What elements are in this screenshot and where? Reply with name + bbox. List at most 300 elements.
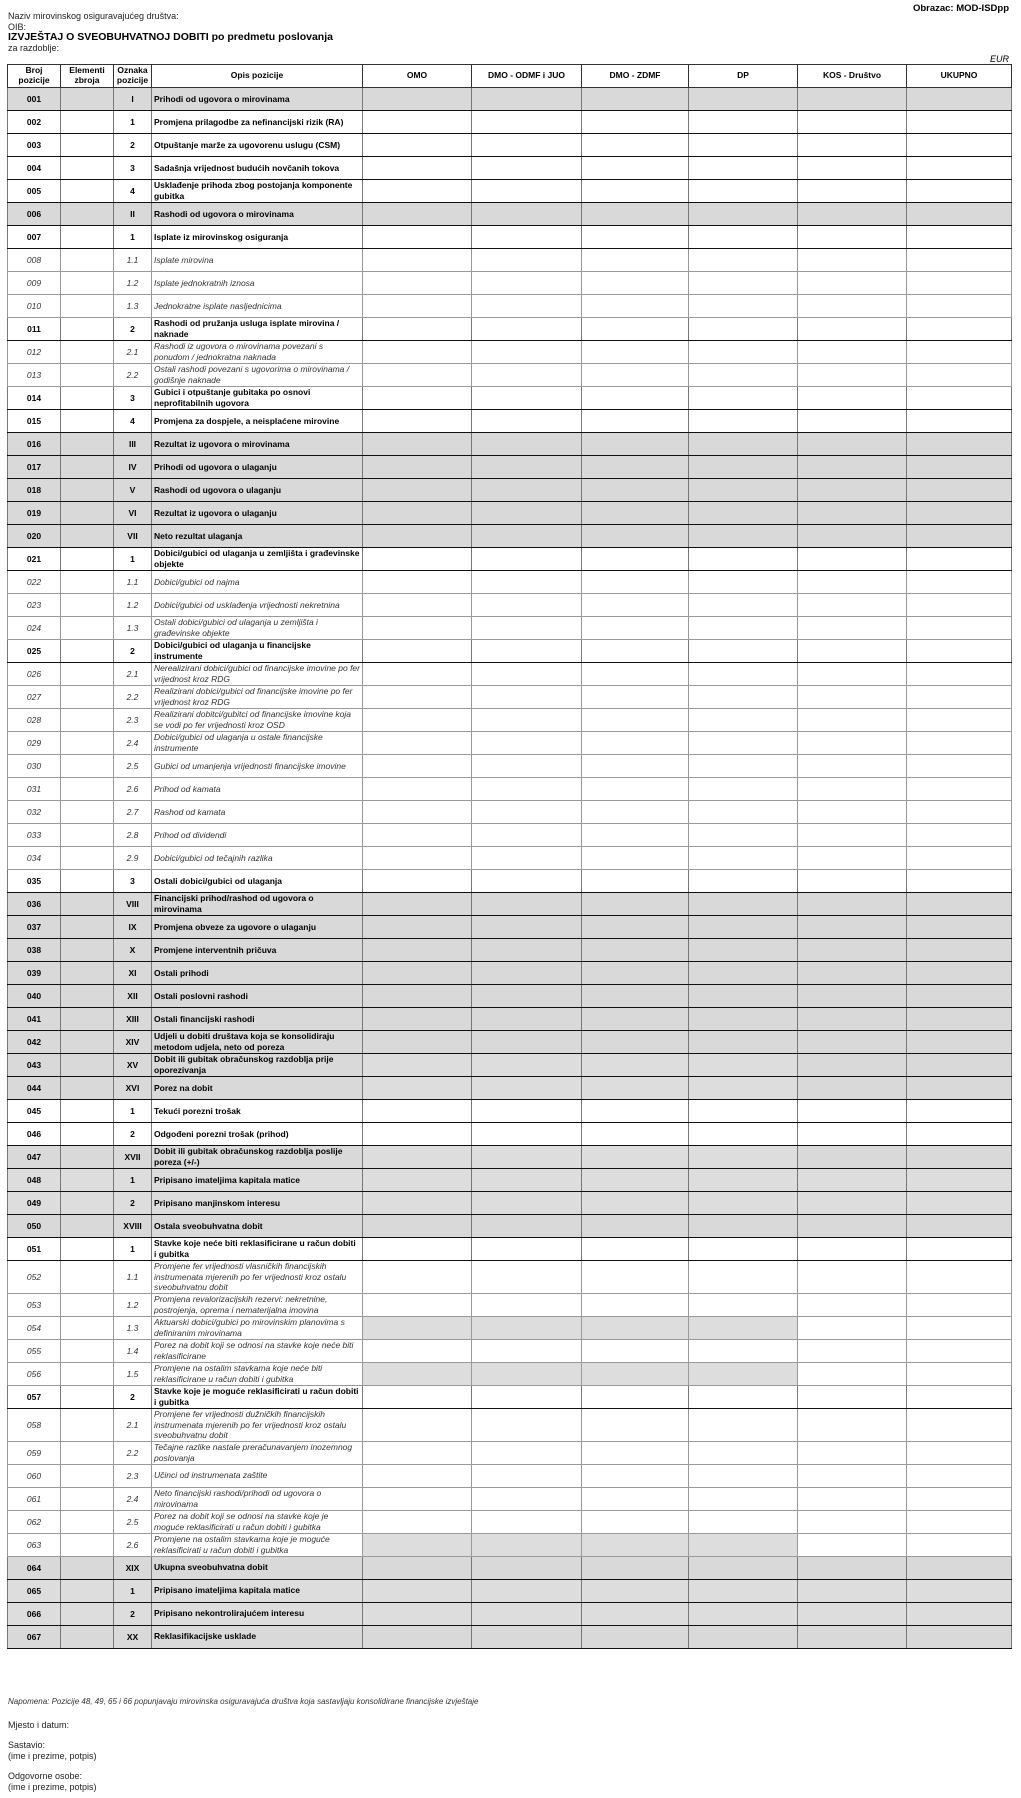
kos-drustvo-cell[interactable]: [798, 617, 907, 640]
ukupno-cell[interactable]: [907, 1169, 1012, 1192]
ukupno-cell[interactable]: [907, 203, 1012, 226]
ukupno-cell[interactable]: [907, 617, 1012, 640]
dp-cell[interactable]: [689, 1293, 798, 1316]
ukupno-cell[interactable]: [907, 1192, 1012, 1215]
kos-drustvo-cell[interactable]: [798, 939, 907, 962]
omo-cell[interactable]: [363, 1238, 472, 1261]
dmo-odmf-juo-cell[interactable]: [472, 1339, 582, 1362]
kos-drustvo-cell[interactable]: [798, 1602, 907, 1625]
omo-cell[interactable]: [363, 1579, 472, 1602]
omo-cell[interactable]: [363, 594, 472, 617]
ukupno-cell[interactable]: [907, 1261, 1012, 1294]
dmo-odmf-juo-cell[interactable]: [472, 226, 582, 249]
dp-cell[interactable]: [689, 1077, 798, 1100]
kos-drustvo-cell[interactable]: [798, 1192, 907, 1215]
dp-cell[interactable]: [689, 479, 798, 502]
kos-drustvo-cell[interactable]: [798, 778, 907, 801]
dp-cell[interactable]: [689, 1385, 798, 1408]
dmo-zdmf-cell[interactable]: [582, 1008, 689, 1031]
dp-cell[interactable]: [689, 1533, 798, 1556]
ukupno-cell[interactable]: [907, 571, 1012, 594]
kos-drustvo-cell[interactable]: [798, 341, 907, 364]
dmo-odmf-juo-cell[interactable]: [472, 755, 582, 778]
dp-cell[interactable]: [689, 594, 798, 617]
dp-cell[interactable]: [689, 1031, 798, 1054]
omo-cell[interactable]: [363, 640, 472, 663]
dp-cell[interactable]: [689, 939, 798, 962]
dmo-zdmf-cell[interactable]: [582, 226, 689, 249]
ukupno-cell[interactable]: [907, 985, 1012, 1008]
dp-cell[interactable]: [689, 617, 798, 640]
dmo-zdmf-cell[interactable]: [582, 456, 689, 479]
dmo-zdmf-cell[interactable]: [582, 203, 689, 226]
ukupno-cell[interactable]: [907, 1008, 1012, 1031]
dp-cell[interactable]: [689, 778, 798, 801]
dmo-odmf-juo-cell[interactable]: [472, 1602, 582, 1625]
dmo-odmf-juo-cell[interactable]: [472, 1408, 582, 1441]
dp-cell[interactable]: [689, 1510, 798, 1533]
omo-cell[interactable]: [363, 479, 472, 502]
kos-drustvo-cell[interactable]: [798, 1510, 907, 1533]
dmo-zdmf-cell[interactable]: [582, 88, 689, 111]
omo-cell[interactable]: [363, 1100, 472, 1123]
omo-cell[interactable]: [363, 663, 472, 686]
kos-drustvo-cell[interactable]: [798, 1215, 907, 1238]
dmo-odmf-juo-cell[interactable]: [472, 548, 582, 571]
dmo-odmf-juo-cell[interactable]: [472, 1625, 582, 1648]
omo-cell[interactable]: [363, 157, 472, 180]
kos-drustvo-cell[interactable]: [798, 1008, 907, 1031]
dmo-odmf-juo-cell[interactable]: [472, 364, 582, 387]
kos-drustvo-cell[interactable]: [798, 640, 907, 663]
dmo-odmf-juo-cell[interactable]: [472, 410, 582, 433]
dp-cell[interactable]: [689, 1464, 798, 1487]
dp-cell[interactable]: [689, 203, 798, 226]
dmo-odmf-juo-cell[interactable]: [472, 1192, 582, 1215]
ukupno-cell[interactable]: [907, 640, 1012, 663]
dp-cell[interactable]: [689, 1362, 798, 1385]
dmo-odmf-juo-cell[interactable]: [472, 1316, 582, 1339]
ukupno-cell[interactable]: [907, 1487, 1012, 1510]
kos-drustvo-cell[interactable]: [798, 1464, 907, 1487]
omo-cell[interactable]: [363, 410, 472, 433]
dmo-odmf-juo-cell[interactable]: [472, 1533, 582, 1556]
dmo-odmf-juo-cell[interactable]: [472, 1510, 582, 1533]
dp-cell[interactable]: [689, 1487, 798, 1510]
dp-cell[interactable]: [689, 157, 798, 180]
ukupno-cell[interactable]: [907, 732, 1012, 755]
dmo-odmf-juo-cell[interactable]: [472, 134, 582, 157]
omo-cell[interactable]: [363, 88, 472, 111]
dmo-zdmf-cell[interactable]: [582, 893, 689, 916]
omo-cell[interactable]: [363, 571, 472, 594]
dmo-zdmf-cell[interactable]: [582, 410, 689, 433]
omo-cell[interactable]: [363, 1054, 472, 1077]
dp-cell[interactable]: [689, 226, 798, 249]
kos-drustvo-cell[interactable]: [798, 893, 907, 916]
kos-drustvo-cell[interactable]: [798, 226, 907, 249]
ukupno-cell[interactable]: [907, 1146, 1012, 1169]
dp-cell[interactable]: [689, 755, 798, 778]
dp-cell[interactable]: [689, 801, 798, 824]
dp-cell[interactable]: [689, 410, 798, 433]
ukupno-cell[interactable]: [907, 1339, 1012, 1362]
omo-cell[interactable]: [363, 824, 472, 847]
ukupno-cell[interactable]: [907, 410, 1012, 433]
dp-cell[interactable]: [689, 180, 798, 203]
dmo-zdmf-cell[interactable]: [582, 755, 689, 778]
dmo-zdmf-cell[interactable]: [582, 571, 689, 594]
dmo-zdmf-cell[interactable]: [582, 1487, 689, 1510]
dp-cell[interactable]: [689, 433, 798, 456]
kos-drustvo-cell[interactable]: [798, 985, 907, 1008]
dp-cell[interactable]: [689, 502, 798, 525]
dmo-zdmf-cell[interactable]: [582, 732, 689, 755]
dmo-zdmf-cell[interactable]: [582, 341, 689, 364]
omo-cell[interactable]: [363, 847, 472, 870]
dp-cell[interactable]: [689, 1441, 798, 1464]
kos-drustvo-cell[interactable]: [798, 870, 907, 893]
dmo-odmf-juo-cell[interactable]: [472, 778, 582, 801]
dmo-zdmf-cell[interactable]: [582, 985, 689, 1008]
ukupno-cell[interactable]: [907, 1625, 1012, 1648]
dp-cell[interactable]: [689, 1408, 798, 1441]
dmo-zdmf-cell[interactable]: [582, 1123, 689, 1146]
ukupno-cell[interactable]: [907, 1602, 1012, 1625]
ukupno-cell[interactable]: [907, 226, 1012, 249]
dmo-odmf-juo-cell[interactable]: [472, 824, 582, 847]
dmo-zdmf-cell[interactable]: [582, 433, 689, 456]
dp-cell[interactable]: [689, 1169, 798, 1192]
kos-drustvo-cell[interactable]: [798, 295, 907, 318]
dmo-odmf-juo-cell[interactable]: [472, 1054, 582, 1077]
dmo-zdmf-cell[interactable]: [582, 1533, 689, 1556]
ukupno-cell[interactable]: [907, 272, 1012, 295]
ukupno-cell[interactable]: [907, 824, 1012, 847]
dmo-zdmf-cell[interactable]: [582, 1510, 689, 1533]
ukupno-cell[interactable]: [907, 1385, 1012, 1408]
dmo-odmf-juo-cell[interactable]: [472, 847, 582, 870]
ukupno-cell[interactable]: [907, 1441, 1012, 1464]
omo-cell[interactable]: [363, 111, 472, 134]
kos-drustvo-cell[interactable]: [798, 88, 907, 111]
omo-cell[interactable]: [363, 249, 472, 272]
dmo-odmf-juo-cell[interactable]: [472, 709, 582, 732]
kos-drustvo-cell[interactable]: [798, 1238, 907, 1261]
ukupno-cell[interactable]: [907, 364, 1012, 387]
ukupno-cell[interactable]: [907, 1238, 1012, 1261]
kos-drustvo-cell[interactable]: [798, 272, 907, 295]
dmo-odmf-juo-cell[interactable]: [472, 341, 582, 364]
ukupno-cell[interactable]: [907, 755, 1012, 778]
dmo-odmf-juo-cell[interactable]: [472, 525, 582, 548]
dmo-zdmf-cell[interactable]: [582, 1054, 689, 1077]
omo-cell[interactable]: [363, 962, 472, 985]
dmo-odmf-juo-cell[interactable]: [472, 594, 582, 617]
dmo-zdmf-cell[interactable]: [582, 1579, 689, 1602]
kos-drustvo-cell[interactable]: [798, 571, 907, 594]
omo-cell[interactable]: [363, 1293, 472, 1316]
kos-drustvo-cell[interactable]: [798, 157, 907, 180]
ukupno-cell[interactable]: [907, 502, 1012, 525]
dmo-zdmf-cell[interactable]: [582, 134, 689, 157]
kos-drustvo-cell[interactable]: [798, 433, 907, 456]
dmo-zdmf-cell[interactable]: [582, 249, 689, 272]
dmo-zdmf-cell[interactable]: [582, 686, 689, 709]
kos-drustvo-cell[interactable]: [798, 916, 907, 939]
omo-cell[interactable]: [363, 1077, 472, 1100]
dmo-zdmf-cell[interactable]: [582, 939, 689, 962]
kos-drustvo-cell[interactable]: [798, 249, 907, 272]
dmo-zdmf-cell[interactable]: [582, 295, 689, 318]
dmo-odmf-juo-cell[interactable]: [472, 1579, 582, 1602]
dp-cell[interactable]: [689, 1008, 798, 1031]
dmo-zdmf-cell[interactable]: [582, 1464, 689, 1487]
omo-cell[interactable]: [363, 1556, 472, 1579]
dp-cell[interactable]: [689, 1339, 798, 1362]
dp-cell[interactable]: [689, 686, 798, 709]
omo-cell[interactable]: [363, 801, 472, 824]
omo-cell[interactable]: [363, 893, 472, 916]
kos-drustvo-cell[interactable]: [798, 456, 907, 479]
ukupno-cell[interactable]: [907, 318, 1012, 341]
dmo-zdmf-cell[interactable]: [582, 318, 689, 341]
dmo-odmf-juo-cell[interactable]: [472, 801, 582, 824]
ukupno-cell[interactable]: [907, 1077, 1012, 1100]
dmo-zdmf-cell[interactable]: [582, 1215, 689, 1238]
dmo-zdmf-cell[interactable]: [582, 1146, 689, 1169]
omo-cell[interactable]: [363, 870, 472, 893]
kos-drustvo-cell[interactable]: [798, 663, 907, 686]
omo-cell[interactable]: [363, 686, 472, 709]
dmo-odmf-juo-cell[interactable]: [472, 203, 582, 226]
dmo-zdmf-cell[interactable]: [582, 157, 689, 180]
dmo-odmf-juo-cell[interactable]: [472, 433, 582, 456]
dmo-zdmf-cell[interactable]: [582, 1408, 689, 1441]
dmo-zdmf-cell[interactable]: [582, 479, 689, 502]
dmo-zdmf-cell[interactable]: [582, 962, 689, 985]
dmo-odmf-juo-cell[interactable]: [472, 916, 582, 939]
kos-drustvo-cell[interactable]: [798, 1408, 907, 1441]
dmo-zdmf-cell[interactable]: [582, 1339, 689, 1362]
omo-cell[interactable]: [363, 502, 472, 525]
dp-cell[interactable]: [689, 1556, 798, 1579]
omo-cell[interactable]: [363, 709, 472, 732]
dmo-odmf-juo-cell[interactable]: [472, 985, 582, 1008]
dmo-odmf-juo-cell[interactable]: [472, 1238, 582, 1261]
kos-drustvo-cell[interactable]: [798, 962, 907, 985]
dmo-zdmf-cell[interactable]: [582, 1625, 689, 1648]
dp-cell[interactable]: [689, 985, 798, 1008]
ukupno-cell[interactable]: [907, 939, 1012, 962]
dp-cell[interactable]: [689, 387, 798, 410]
dp-cell[interactable]: [689, 962, 798, 985]
dmo-odmf-juo-cell[interactable]: [472, 870, 582, 893]
dp-cell[interactable]: [689, 1123, 798, 1146]
omo-cell[interactable]: [363, 1339, 472, 1362]
omo-cell[interactable]: [363, 732, 472, 755]
dmo-odmf-juo-cell[interactable]: [472, 571, 582, 594]
omo-cell[interactable]: [363, 1510, 472, 1533]
omo-cell[interactable]: [363, 226, 472, 249]
dmo-zdmf-cell[interactable]: [582, 916, 689, 939]
kos-drustvo-cell[interactable]: [798, 1054, 907, 1077]
kos-drustvo-cell[interactable]: [798, 1625, 907, 1648]
ukupno-cell[interactable]: [907, 295, 1012, 318]
ukupno-cell[interactable]: [907, 1464, 1012, 1487]
dmo-zdmf-cell[interactable]: [582, 1261, 689, 1294]
dmo-odmf-juo-cell[interactable]: [472, 502, 582, 525]
kos-drustvo-cell[interactable]: [798, 686, 907, 709]
ukupno-cell[interactable]: [907, 433, 1012, 456]
dp-cell[interactable]: [689, 88, 798, 111]
kos-drustvo-cell[interactable]: [798, 1385, 907, 1408]
dp-cell[interactable]: [689, 364, 798, 387]
ukupno-cell[interactable]: [907, 1215, 1012, 1238]
omo-cell[interactable]: [363, 1316, 472, 1339]
kos-drustvo-cell[interactable]: [798, 1533, 907, 1556]
dmo-odmf-juo-cell[interactable]: [472, 1031, 582, 1054]
omo-cell[interactable]: [363, 1487, 472, 1510]
dp-cell[interactable]: [689, 571, 798, 594]
omo-cell[interactable]: [363, 341, 472, 364]
kos-drustvo-cell[interactable]: [798, 824, 907, 847]
ukupno-cell[interactable]: [907, 778, 1012, 801]
dp-cell[interactable]: [689, 272, 798, 295]
ukupno-cell[interactable]: [907, 1533, 1012, 1556]
ukupno-cell[interactable]: [907, 157, 1012, 180]
dmo-zdmf-cell[interactable]: [582, 1602, 689, 1625]
ukupno-cell[interactable]: [907, 870, 1012, 893]
omo-cell[interactable]: [363, 1441, 472, 1464]
dmo-odmf-juo-cell[interactable]: [472, 1077, 582, 1100]
dmo-odmf-juo-cell[interactable]: [472, 318, 582, 341]
dmo-odmf-juo-cell[interactable]: [472, 1100, 582, 1123]
dmo-odmf-juo-cell[interactable]: [472, 1487, 582, 1510]
ukupno-cell[interactable]: [907, 111, 1012, 134]
ukupno-cell[interactable]: [907, 709, 1012, 732]
dmo-zdmf-cell[interactable]: [582, 111, 689, 134]
kos-drustvo-cell[interactable]: [798, 410, 907, 433]
dmo-odmf-juo-cell[interactable]: [472, 1146, 582, 1169]
kos-drustvo-cell[interactable]: [798, 1316, 907, 1339]
dmo-zdmf-cell[interactable]: [582, 1192, 689, 1215]
dp-cell[interactable]: [689, 824, 798, 847]
ukupno-cell[interactable]: [907, 180, 1012, 203]
kos-drustvo-cell[interactable]: [798, 548, 907, 571]
dp-cell[interactable]: [689, 1146, 798, 1169]
omo-cell[interactable]: [363, 456, 472, 479]
omo-cell[interactable]: [363, 387, 472, 410]
omo-cell[interactable]: [363, 272, 472, 295]
omo-cell[interactable]: [363, 985, 472, 1008]
dmo-odmf-juo-cell[interactable]: [472, 1385, 582, 1408]
dp-cell[interactable]: [689, 134, 798, 157]
kos-drustvo-cell[interactable]: [798, 387, 907, 410]
ukupno-cell[interactable]: [907, 548, 1012, 571]
kos-drustvo-cell[interactable]: [798, 1362, 907, 1385]
omo-cell[interactable]: [363, 1261, 472, 1294]
dmo-odmf-juo-cell[interactable]: [472, 962, 582, 985]
dp-cell[interactable]: [689, 1054, 798, 1077]
ukupno-cell[interactable]: [907, 893, 1012, 916]
dmo-odmf-juo-cell[interactable]: [472, 1169, 582, 1192]
dmo-zdmf-cell[interactable]: [582, 1556, 689, 1579]
kos-drustvo-cell[interactable]: [798, 111, 907, 134]
dmo-zdmf-cell[interactable]: [582, 824, 689, 847]
dp-cell[interactable]: [689, 1602, 798, 1625]
omo-cell[interactable]: [363, 1169, 472, 1192]
dp-cell[interactable]: [689, 548, 798, 571]
omo-cell[interactable]: [363, 617, 472, 640]
omo-cell[interactable]: [363, 1192, 472, 1215]
kos-drustvo-cell[interactable]: [798, 1077, 907, 1100]
kos-drustvo-cell[interactable]: [798, 180, 907, 203]
kos-drustvo-cell[interactable]: [798, 709, 907, 732]
dmo-odmf-juo-cell[interactable]: [472, 1464, 582, 1487]
dmo-odmf-juo-cell[interactable]: [472, 295, 582, 318]
dmo-zdmf-cell[interactable]: [582, 870, 689, 893]
ukupno-cell[interactable]: [907, 962, 1012, 985]
omo-cell[interactable]: [363, 1123, 472, 1146]
ukupno-cell[interactable]: [907, 916, 1012, 939]
omo-cell[interactable]: [363, 916, 472, 939]
dmo-zdmf-cell[interactable]: [582, 180, 689, 203]
dmo-odmf-juo-cell[interactable]: [472, 456, 582, 479]
ukupno-cell[interactable]: [907, 134, 1012, 157]
omo-cell[interactable]: [363, 1625, 472, 1648]
omo-cell[interactable]: [363, 1146, 472, 1169]
dmo-odmf-juo-cell[interactable]: [472, 272, 582, 295]
ukupno-cell[interactable]: [907, 479, 1012, 502]
kos-drustvo-cell[interactable]: [798, 1169, 907, 1192]
omo-cell[interactable]: [363, 548, 472, 571]
dmo-zdmf-cell[interactable]: [582, 548, 689, 571]
dmo-zdmf-cell[interactable]: [582, 525, 689, 548]
ukupno-cell[interactable]: [907, 1100, 1012, 1123]
dmo-odmf-juo-cell[interactable]: [472, 1293, 582, 1316]
dp-cell[interactable]: [689, 1215, 798, 1238]
dmo-odmf-juo-cell[interactable]: [472, 893, 582, 916]
dmo-zdmf-cell[interactable]: [582, 1238, 689, 1261]
dmo-odmf-juo-cell[interactable]: [472, 1123, 582, 1146]
kos-drustvo-cell[interactable]: [798, 134, 907, 157]
omo-cell[interactable]: [363, 433, 472, 456]
kos-drustvo-cell[interactable]: [798, 1441, 907, 1464]
dmo-zdmf-cell[interactable]: [582, 1385, 689, 1408]
ukupno-cell[interactable]: [907, 1054, 1012, 1077]
dp-cell[interactable]: [689, 249, 798, 272]
dp-cell[interactable]: [689, 318, 798, 341]
dmo-odmf-juo-cell[interactable]: [472, 157, 582, 180]
ukupno-cell[interactable]: [907, 1123, 1012, 1146]
dmo-zdmf-cell[interactable]: [582, 663, 689, 686]
ukupno-cell[interactable]: [907, 1579, 1012, 1602]
omo-cell[interactable]: [363, 778, 472, 801]
kos-drustvo-cell[interactable]: [798, 525, 907, 548]
kos-drustvo-cell[interactable]: [798, 847, 907, 870]
dmo-odmf-juo-cell[interactable]: [472, 686, 582, 709]
dmo-zdmf-cell[interactable]: [582, 1169, 689, 1192]
kos-drustvo-cell[interactable]: [798, 801, 907, 824]
dmo-zdmf-cell[interactable]: [582, 364, 689, 387]
omo-cell[interactable]: [363, 1464, 472, 1487]
omo-cell[interactable]: [363, 180, 472, 203]
kos-drustvo-cell[interactable]: [798, 1031, 907, 1054]
kos-drustvo-cell[interactable]: [798, 1339, 907, 1362]
ukupno-cell[interactable]: [907, 594, 1012, 617]
dp-cell[interactable]: [689, 709, 798, 732]
